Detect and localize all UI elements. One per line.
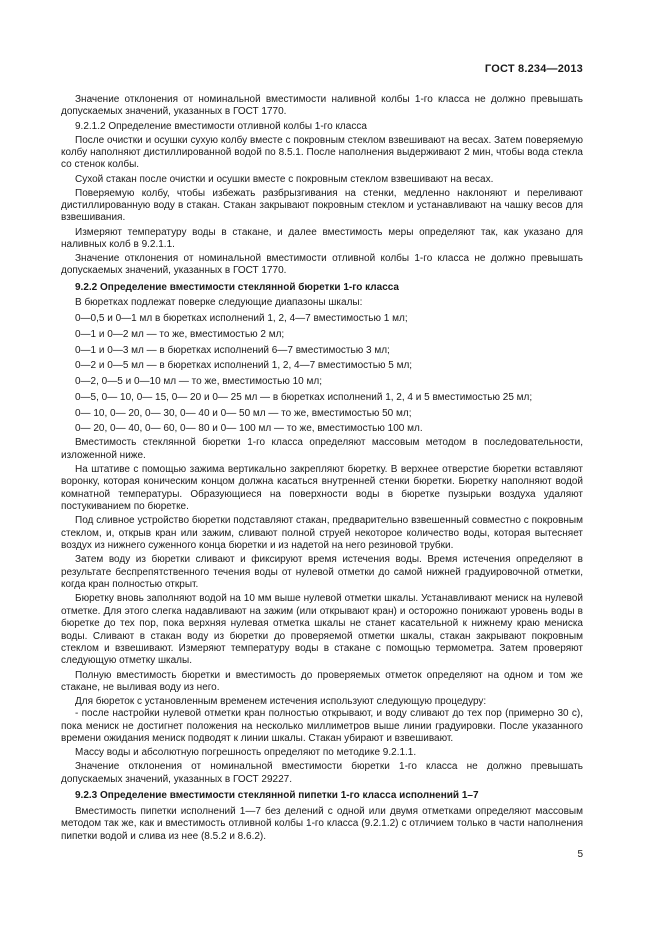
- paragraph: Значение отклонения от номинальной вместимости наливной колбы 1-го класса не должно превышать допускаемых значений, указанных в ГОСТ 1770.: [61, 94, 583, 118]
- paragraph: После очистки и осушки сухую колбу вместе с покровным стеклом взвешивают на весах. Затем поверяемую колбу наполняют дистиллированной водой по 8.5.1. После наполнения выдерживают 2 мин, чтобы вода стекла со стенок колбы.: [61, 134, 583, 171]
- paragraph: В бюретках подлежат поверке следующие диапазоны шкалы:: [75, 297, 363, 309]
- section-heading: 9.2.3 Определение вместимости стеклянной пипетки 1-го класса исполнений 1–7: [75, 790, 479, 802]
- paragraph: Вместимость пипетки исполнений 1—7 без делений с одной или двумя отметками определяют массовым методом так же, как и вместимость отливной колбы 1-го класса (9.2.1.2) с отличием только в части наполнения пипетки водой и слива из нее (8.5.2 и 8.6.2).: [61, 805, 583, 842]
- page-number: 5: [577, 849, 583, 860]
- list-item: 0— 20, 0— 40, 0— 60, 0— 80 и 0— 100 мл — то же, вместимостью 100 мл.: [75, 423, 423, 435]
- subsection-heading: 9.2.1.2 Определение вместимости отливной колбы 1-го класса: [75, 120, 367, 132]
- paragraph: Массу воды и абсолютную погрешность определяют по методике 9.2.1.1.: [75, 747, 417, 759]
- paragraph: Для бюреток с установленным временем истечения используют следующую процедуру:: [75, 696, 487, 708]
- document-body: [61, 94, 583, 843]
- section-heading: 9.2.2 Определение вместимости стеклянной бюретки 1-го класса: [75, 281, 399, 293]
- list-item: 0—0,5 и 0—1 мл в бюретках исполнений 1, 2, 4—7 вместимостью 1 мл;: [75, 313, 408, 325]
- paragraph: Поверяемую колбу, чтобы избежать разбрызгивания на стенки, медленно наклоняют и переливают дистиллированную воду в стакан. Стакан закрывают покровным стеклом и устанавливают на чашку весов для взвешивания.: [61, 187, 583, 224]
- list-item: 0— 10, 0— 20, 0— 30, 0— 40 и 0— 50 мл — то же, вместимостью 50 мл;: [75, 407, 412, 419]
- list-item: 0—1 и 0—3 мл — в бюретках исполнений 6—7 вместимостью 3 мл;: [75, 344, 390, 356]
- paragraph: На штативе с помощью зажима вертикально закрепляют бюретку. В верхнее отверстие бюретки вставляют воронку, которая коническим концом должна касаться внутренней стенки бюретки. Бюретку наполняют водой комнатной температуры. Образующиеся на поверхности воды в бюретке пузырьки воздуха удаляют постукиванием по бюретке.: [61, 463, 583, 513]
- paragraph: Под сливное устройство бюретки подставляют стакан, предварительно взвешенный совместно с покровным стеклом, и, открыв кран или зажим, сливают полной струей некоторое количество воды, которая вытесняет воздух из нижнего суженного конца бюретки и из надетой на него резиновой трубки.: [61, 515, 583, 552]
- document-header: ГОСТ 8.234—2013: [484, 63, 583, 75]
- paragraph: Значение отклонения от номинальной вместимости бюретки 1-го класса не должно превышать допускаемых значений, указанных в ГОСТ 29227.: [61, 761, 583, 785]
- paragraph: Бюретку вновь заполняют водой на 10 мм выше нулевой отметки шкалы. Устанавливают мениск на нулевой отметке. Для этого слегка надавливают на зажим (или открывают кран) и осторожно понижают уровень воды в бюретке до тех пор, пока верхняя нулевая отметка шкалы не станет касательной к нижнему краю мениска воды. Сливают в стакан воду из бюретки до проверяемой отметки шкалы, стакан закрывают покровным стеклом и взвешивают. Измеряют температуру воды в стакане с помощью термометра. Затем проверяют следующую отметку шкалы.: [61, 593, 583, 667]
- list-item: 0—2 и 0—5 мл — в бюретках исполнений 1, 2, 4—7 вместимостью 5 мл;: [75, 360, 413, 372]
- paragraph: Значение отклонения от номинальной вместимости отливной колбы 1-го класса не должно превышать допускаемых значений, указанных в ГОСТ 1770.: [61, 253, 583, 277]
- paragraph: - после настройки нулевой отметки кран полностью открывают, и воду сливают до тех пор (примерно 30 с), пока мениск не достигнет положения на несколько миллиметров выше линии градуировки. После указанного времени ожидания мениск подводят к линии шкалы. Стакан убирают и взвешивают.: [61, 708, 583, 745]
- paragraph: Измеряют температуру воды в стакане, и далее вместимость меры определяют так, как указано для наливных колб в 9.2.1.1.: [61, 226, 583, 250]
- paragraph: Затем воду из бюретки сливают и фиксируют время истечения воды. Время истечения определяют в результате беспрепятственного течения воды от нулевой отметки до самой нижней градуировочной отметки, когда кран полностью открыт.: [61, 554, 583, 591]
- list-item: 0—2, 0—5 и 0—10 мл — то же, вместимостью 10 мл;: [75, 376, 322, 388]
- paragraph: Сухой стакан после очистки и осушки вместе с покровным стеклом взвешивают на весах.: [75, 173, 494, 185]
- list-item: 0—1 и 0—2 мл — то же, вместимостью 2 мл;: [75, 328, 285, 340]
- list-item: 0—5, 0— 10, 0— 15, 0— 20 и 0— 25 мл — в бюретках исполнений 1, 2, 4 и 5 вместимостью 25 мл;: [75, 391, 533, 403]
- paragraph: Вместимость стеклянной бюретки 1-го класса определяют массовым методом в последовательности, изложенной ниже.: [61, 437, 583, 461]
- paragraph: Полную вместимость бюретки и вместимость до проверяемых отметок определяют на одном и том же стакане, не выливая воду из него.: [61, 669, 583, 693]
